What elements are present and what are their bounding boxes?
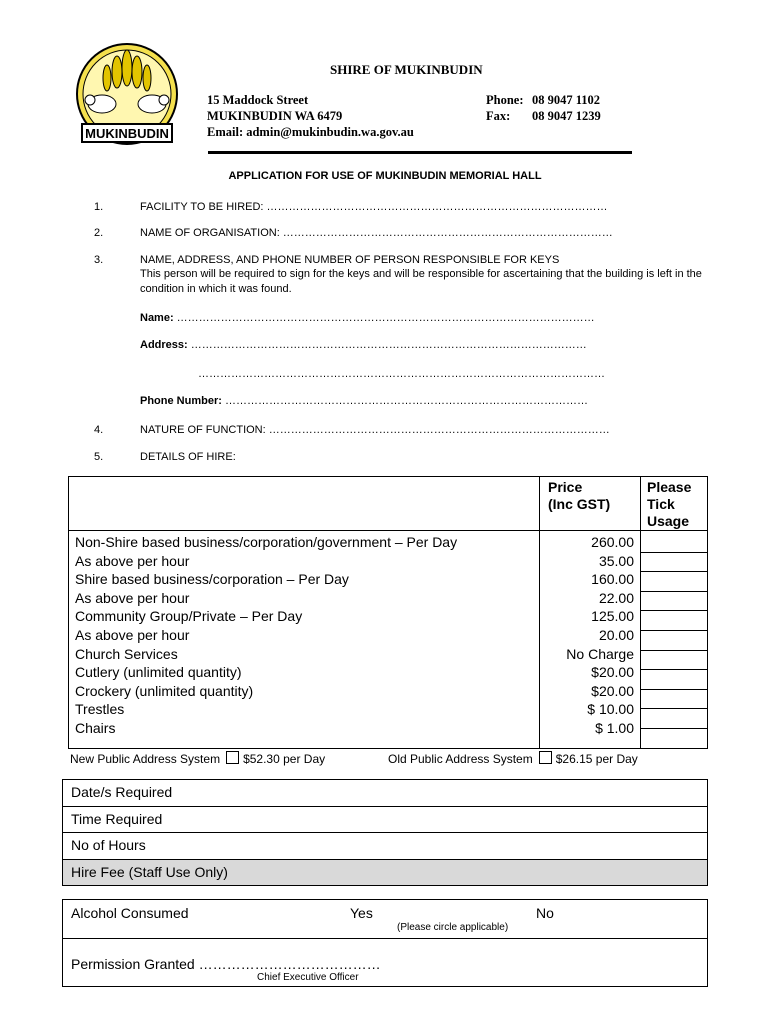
table-row-desc: Trestles	[75, 701, 125, 718]
tick-header	[641, 477, 708, 531]
tick-header-line: Please	[647, 479, 692, 495]
price-header-line: Price	[548, 479, 583, 495]
address-dots[interactable]: ………………………………………………………………………………………………	[187, 339, 587, 351]
tick-cell[interactable]	[641, 729, 707, 748]
table-row-desc: Community Group/Private – Per Day	[75, 608, 303, 625]
details-heading: DETAILS OF HIRE:	[140, 451, 236, 463]
tick-cell[interactable]	[641, 572, 707, 592]
table-row-price: 22.00	[598, 589, 634, 606]
table-row-price: $ 1.00	[595, 719, 634, 736]
dates-required-field[interactable]: Date/s Required	[63, 780, 707, 807]
old-pa-price: $26.15 per Day	[555, 752, 638, 766]
alcohol-divider	[63, 938, 707, 939]
tick-header-line: Usage	[647, 513, 690, 529]
new-pa-label: New Public Address System	[70, 752, 221, 766]
tick-cell[interactable]	[641, 651, 707, 671]
table-header-row	[69, 477, 708, 531]
address-line-2: MUKINBUDIN WA 6479	[207, 109, 343, 123]
new-pa-option	[70, 751, 325, 766]
function-field[interactable]: NATURE OF FUNCTION: …………………………………………………………………………………	[140, 424, 610, 436]
shire-logo	[72, 42, 182, 152]
address-field-line-2[interactable]: …………………………………………………………………………………………………	[198, 368, 605, 380]
table-row-price: $20.00	[591, 682, 634, 699]
time-required-field[interactable]: Time Required	[63, 807, 707, 834]
phone-number-label: Phone Number:	[140, 395, 222, 407]
email-line: Email: admin@mukinbudin.wa.gov.au	[207, 125, 414, 139]
new-pa-checkbox[interactable]	[226, 751, 239, 764]
tick-cell[interactable]	[641, 631, 707, 651]
table-row-price: 260.00	[591, 534, 634, 550]
name-label: Name:	[140, 312, 174, 324]
alcohol-label: Alcohol Consumed	[71, 905, 189, 921]
header-desc-cell	[69, 477, 540, 531]
hire-price-table	[68, 476, 708, 749]
alcohol-no-option[interactable]: No	[536, 905, 554, 921]
name-field[interactable]	[140, 312, 595, 324]
question-number: 2.	[94, 227, 104, 239]
table-row-price: 160.00	[591, 571, 634, 588]
tick-cell[interactable]	[641, 533, 707, 553]
tick-cell[interactable]	[641, 611, 707, 631]
table-row-desc: Chairs	[75, 719, 116, 736]
tick-cell[interactable]	[641, 670, 707, 690]
table-body-row	[69, 531, 708, 749]
logo-text: MUKINBUDIN	[85, 126, 169, 141]
fax-value: 08 9047 1239	[532, 109, 601, 123]
tick-cell[interactable]	[641, 709, 707, 729]
new-pa-price: $52.30 per Day	[243, 752, 326, 766]
phone-number-field[interactable]	[140, 395, 588, 407]
table-row-price: No Charge	[566, 645, 634, 662]
desc-column	[69, 531, 540, 749]
price-header-line: (Inc GST)	[548, 496, 611, 512]
table-row-desc: Non-Shire based business/corporation/government – Per Day	[75, 534, 458, 550]
shire-name: SHIRE OF MUKINBUDIN	[330, 62, 483, 77]
alcohol-yes-option[interactable]: Yes	[350, 905, 373, 921]
hire-dates-box	[62, 779, 708, 886]
hire-fee-field: Hire Fee (Staff Use Only)	[63, 860, 707, 886]
table-row-price: 125.00	[591, 608, 634, 625]
question-number: 1.	[94, 201, 104, 213]
tick-cell[interactable]	[641, 690, 707, 710]
table-row-price: 35.00	[598, 552, 634, 569]
table-row-desc: As above per hour	[75, 589, 190, 606]
tick-header-line: Tick	[647, 496, 675, 512]
table-row-desc: Shire based business/corporation – Per Day	[75, 571, 349, 588]
table-row-desc: As above per hour	[75, 626, 190, 643]
name-dots[interactable]: ……………………………………………………………………………………………………	[173, 312, 595, 324]
form-title: APPLICATION FOR USE OF MUKINBUDIN MEMORIAL HALL	[228, 170, 542, 182]
shire-address	[207, 92, 414, 140]
address-field[interactable]	[140, 339, 587, 351]
keys-note: This person will be required to sign for the keys and will be responsible for ascertaining that the building is left in the condition in which it was found.	[140, 268, 702, 295]
keys-heading: NAME, ADDRESS, AND PHONE NUMBER OF PERSON RESPONSIBLE FOR KEYS	[140, 254, 560, 266]
circle-note: (Please circle applicable)	[397, 922, 509, 933]
question-number: 4.	[94, 424, 104, 436]
phone-label: Phone:	[486, 93, 524, 107]
shire-contact	[486, 92, 601, 124]
old-pa-label: Old Public Address System	[388, 752, 533, 766]
table-row-price: 20.00	[598, 626, 634, 643]
table-row-price: $20.00	[591, 664, 634, 681]
facility-field[interactable]: FACILITY TO BE HIRED: …………………………………………………………………………………	[140, 201, 608, 213]
tick-cell[interactable]	[641, 592, 707, 612]
tick-cell[interactable]	[641, 553, 707, 573]
phone-value: 08 9047 1102	[532, 93, 601, 107]
no-of-hours-field[interactable]: No of Hours	[63, 833, 707, 860]
phone-number-dots[interactable]: ………………………………………………………………………………………	[221, 395, 588, 407]
table-row-desc: Crockery (unlimited quantity)	[75, 682, 254, 699]
tick-column	[641, 531, 708, 749]
price-header	[540, 477, 641, 531]
organisation-field[interactable]: NAME OF ORGANISATION: ………………………………………………………………………………	[140, 227, 613, 239]
table-row-desc: As above per hour	[75, 552, 190, 569]
address-line-1: 15 Maddock Street	[207, 93, 309, 107]
table-row-price: $ 10.00	[587, 701, 634, 718]
price-column	[540, 531, 641, 749]
old-pa-option	[388, 751, 638, 766]
table-row-desc: Church Services	[75, 645, 178, 662]
question-number: 5.	[94, 451, 104, 463]
address-label: Address:	[140, 339, 188, 351]
old-pa-checkbox[interactable]	[539, 751, 552, 764]
fax-label: Fax:	[486, 109, 511, 123]
permission-granted-field[interactable]: Permission Granted …………………………………	[71, 956, 381, 972]
ceo-label: Chief Executive Officer	[257, 972, 359, 983]
table-row-desc: Cutlery (unlimited quantity)	[75, 664, 242, 681]
alcohol-box	[62, 899, 708, 987]
header-rule	[208, 151, 632, 154]
question-number: 3.	[94, 254, 104, 266]
